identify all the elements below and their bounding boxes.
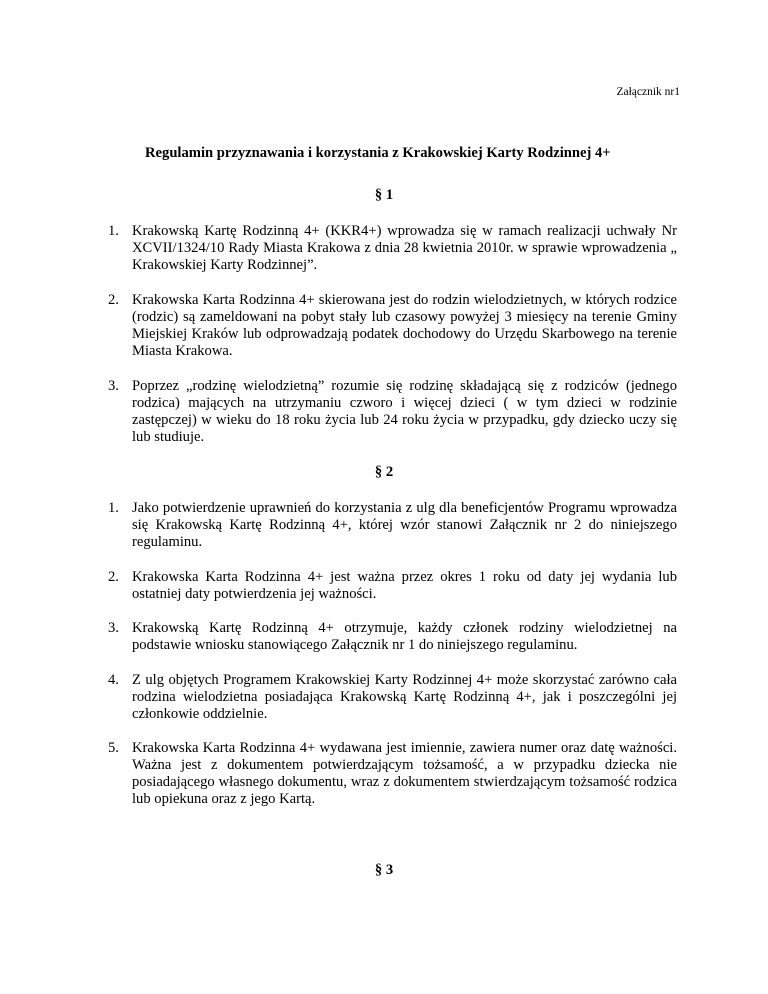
paragraph-number: 1. [108, 223, 119, 239]
section-heading-2: § 2 [374, 464, 394, 480]
paragraph-2-5 [108, 740, 677, 808]
paragraph-number: 2. [108, 292, 119, 308]
paragraph-text: Krakowską Kartę Rodzinną 4+ otrzymuje, każdy członek rodziny wielodzietnej na podstawie wniosku stanowiącego Załącznik nr 1 do niniejszego regulaminu. [132, 620, 677, 653]
paragraph-text: Poprzez „rodzinę wielodzietną” rozumie się rodzinę składającą się z rodziców (jednego rodzica) mających na utrzymaniu czworo i więcej dzieci ( w tym dzieci w rodzinie zastępczej) w wieku do 18 roku życia lub 24 roku życia w przypadku, gdy dziecko uczy się lub studiuje. [132, 378, 677, 445]
paragraph-2-1 [108, 500, 677, 551]
attachment-label: Załącznik nr1 [616, 86, 680, 98]
section-heading-3: § 3 [374, 862, 394, 878]
paragraph-number: 1. [108, 500, 119, 516]
paragraph-text: Krakowską Kartę Rodzinną 4+ (KKR4+) wprowadza się w ramach realizacji uchwały Nr XCVII/1324/10 Rady Miasta Krakowa z dnia 28 kwietnia 2010r. w sprawie wprowadzenia „ Krakowskiej Karty Rodzinnej”. [132, 223, 677, 273]
paragraph-text: Krakowska Karta Rodzinna 4+ jest ważna przez okres 1 roku od daty jej wydania lub ostatniej daty potwierdzenia jej ważności. [132, 569, 677, 602]
paragraph-2-2 [108, 569, 677, 603]
paragraph-number: 2. [108, 569, 119, 585]
paragraph-2-4 [108, 672, 677, 723]
paragraph-number: 3. [108, 620, 119, 636]
paragraph-1-1 [108, 223, 677, 274]
paragraph-text: Krakowska Karta Rodzinna 4+ wydawana jest imiennie, zawiera numer oraz datę ważności. Ważna jest z dokumentem potwierdzającym tożsamość, a w przypadku dziecka nie posiadającego własnego dokumentu, wraz z dokumentem stwierdzającym tożsamość rodzica lub opiekuna oraz z jego Kartą. [132, 740, 677, 807]
paragraph-text: Z ulg objętych Programem Krakowskiej Karty Rodzinnej 4+ może skorzystać zarówno cała rodzina wielodzietna posiadająca Krakowską Kartę Rodzinną 4+, jak i poszczególni jej członkowie oddzielnie. [132, 672, 677, 722]
paragraph-1-3 [108, 378, 677, 446]
paragraph-text: Krakowska Karta Rodzinna 4+ skierowana jest do rodzin wielodzietnych, w których rodzice (rodzic) są zameldowani na pobyt stały lub czasowy powyżej 3 miesięcy na terenie Gminy Miejskiej Kraków lub odprowadzają podatek dochodowy do Urzędu Skarbowego na terenie Miasta Krakowa. [132, 292, 677, 359]
paragraph-number: 5. [108, 740, 119, 756]
paragraph-number: 3. [108, 378, 119, 394]
paragraph-2-3 [108, 620, 677, 654]
document-title: Regulamin przyznawania i korzystania z Krakowskiej Karty Rodzinnej 4+ [145, 145, 611, 161]
section-heading-1: § 1 [374, 187, 394, 203]
paragraph-text: Jako potwierdzenie uprawnień do korzystania z ulg dla beneficjentów Programu wprowadza się Krakowską Kartę Rodzinną 4+, której wzór stanowi Załącznik nr 2 do niniejszego regulaminu. [132, 500, 677, 550]
paragraph-number: 4. [108, 672, 119, 688]
paragraph-1-2 [108, 292, 677, 360]
